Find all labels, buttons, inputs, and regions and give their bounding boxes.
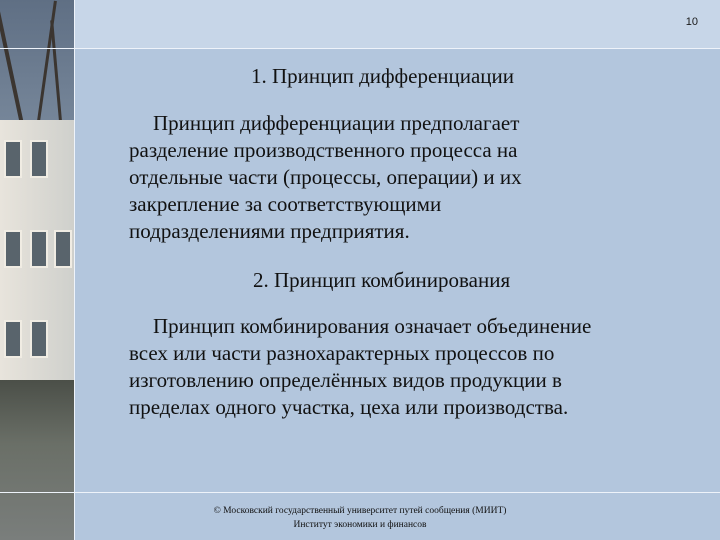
section-1-heading: 1. Принцип дифференциации	[251, 64, 515, 88]
divider	[0, 48, 720, 49]
paragraph-line: отдельные части (процессы, операции) и их	[129, 165, 522, 189]
paragraph-line: Принцип дифференциации предполагает	[153, 111, 520, 135]
section-1-paragraph	[129, 110, 522, 245]
header-band	[74, 0, 720, 48]
paragraph-line: изготовлению определённых видов продукции в	[129, 368, 562, 392]
section-2-paragraph	[129, 313, 591, 421]
paragraph-line: Принцип комбинирования означает объединение	[153, 314, 592, 338]
section-2-heading: 2. Принцип комбинирования	[253, 268, 511, 292]
building-photo	[0, 0, 74, 540]
footer-copyright: © Московский государственный университет путей сообщения (МИИТ)	[213, 506, 507, 516]
paragraph-line: всех или части разнохарактерных процессов по	[129, 341, 555, 365]
footer-institute: Институт экономики и финансов	[293, 520, 427, 530]
paragraph-line: подразделениями предприятия.	[129, 219, 410, 243]
page-number: 10	[685, 16, 698, 28]
footer	[200, 504, 520, 532]
paragraph-line: закрепление за соответствующими	[129, 192, 442, 216]
divider	[0, 492, 720, 493]
divider	[74, 0, 75, 540]
paragraph-line: разделение производственного процесса на	[129, 138, 518, 162]
paragraph-line: пределах одного участка, цеха или производства.	[129, 395, 569, 419]
